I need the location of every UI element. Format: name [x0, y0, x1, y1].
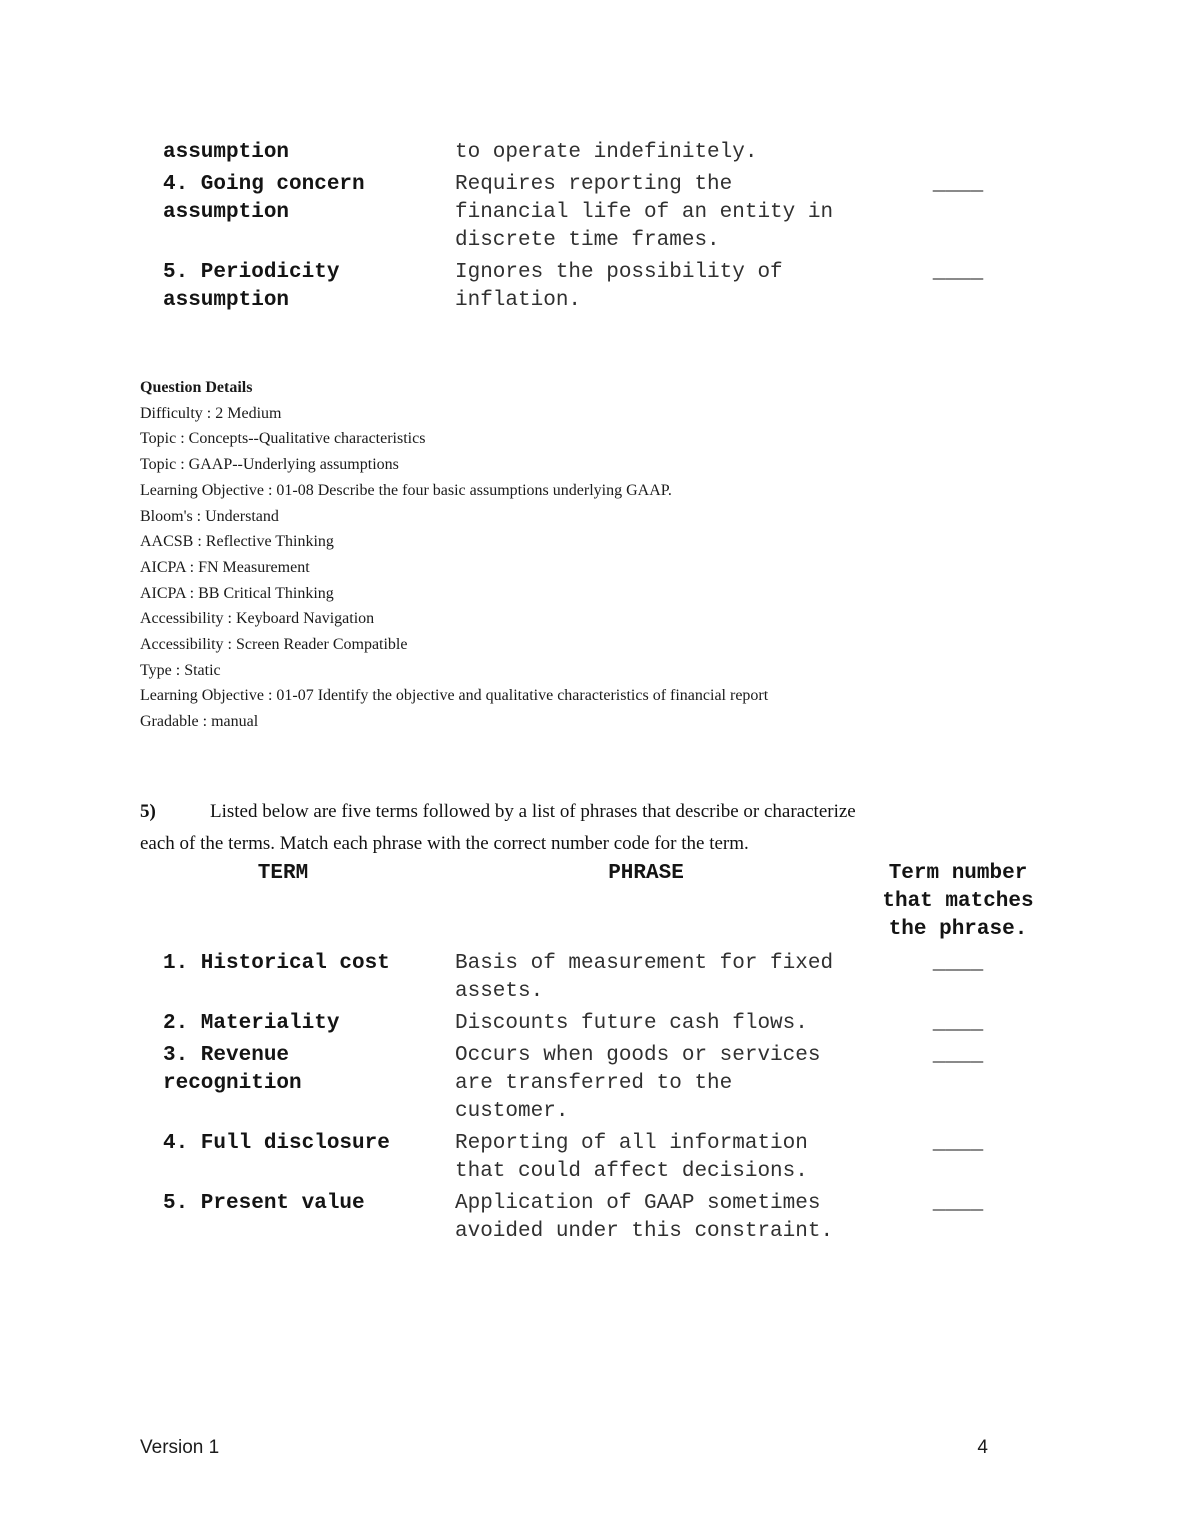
- phrase-cell: Occurs when goods or services are transferred to the customer.: [455, 1043, 821, 1123]
- phrase-cell: to operate indefinitely.: [455, 141, 758, 164]
- detail-line: Gradable : manual: [140, 713, 259, 731]
- phrase-cell: Reporting of all information that could affect decisions.: [455, 1131, 808, 1183]
- question-details-heading: Question Details: [140, 379, 253, 396]
- detail-line: Topic : GAAP--Underlying assumptions: [140, 456, 399, 474]
- detail-line: Learning Objective : 01-07 Identify the objective and qualitative characteristics of financial report: [140, 687, 769, 705]
- term-cell: 5. Present value: [163, 1191, 365, 1215]
- question-5-stem: [140, 796, 1150, 860]
- phrase-cell: Requires reporting the financial life of an entity in discrete time frames.: [455, 173, 834, 252]
- answer-blank: ____: [932, 173, 984, 196]
- match-row: [163, 1042, 1190, 1126]
- question-text-line: each of the terms. Match each phrase with the correct number code for the term.: [140, 832, 749, 854]
- match-row: [163, 139, 1190, 167]
- answer-blank: ____: [932, 261, 984, 284]
- phrase-cell: Basis of measurement for fixed assets.: [455, 951, 834, 1003]
- detail-line: AACSB : Reflective Thinking: [140, 533, 334, 551]
- match-row: [163, 1130, 1190, 1186]
- term-cell: 5. Periodicity assumption: [163, 261, 340, 312]
- match-row: [163, 171, 1190, 255]
- question-5: [0, 796, 1190, 1246]
- answer-column-header: Term number that matches the phrase.: [882, 861, 1034, 941]
- phrase-cell: Application of GAAP sometimes avoided under this constraint.: [455, 1191, 834, 1243]
- match-row: [163, 1190, 1190, 1246]
- match-row: [163, 950, 1190, 1006]
- answer-blank: ____: [932, 1131, 984, 1155]
- page-number: 4: [977, 1437, 988, 1458]
- term-column-header: TERM: [257, 861, 309, 885]
- phrase-cell: Discounts future cash flows.: [455, 1011, 808, 1035]
- match-row: [163, 1010, 1190, 1038]
- term-cell: assumption: [163, 141, 290, 164]
- detail-line: Difficulty : 2 Medium: [140, 404, 282, 422]
- question-text-line: Listed below are five terms followed by a list of phrases that describe or characterize: [210, 800, 856, 822]
- answer-blank: ____: [932, 1191, 984, 1215]
- matching-table: [163, 860, 1190, 1246]
- term-cell: 1. Historical cost: [163, 951, 390, 975]
- detail-line: Bloom's : Understand: [140, 507, 279, 525]
- page-footer: [140, 1436, 988, 1460]
- answer-blank: ____: [932, 1043, 984, 1067]
- term-cell: 2. Materiality: [163, 1011, 340, 1035]
- term-cell: 4. Full disclosure: [163, 1131, 390, 1155]
- question-details: [0, 375, 1120, 735]
- detail-line: AICPA : BB Critical Thinking: [140, 584, 334, 602]
- question-number: 5): [140, 800, 156, 822]
- match-row: [163, 259, 1190, 315]
- detail-line: Type : Static: [140, 661, 221, 679]
- phrase-column-header: PHRASE: [608, 861, 684, 885]
- answer-blank: ____: [932, 951, 984, 975]
- version-label: Version 1: [140, 1437, 220, 1458]
- detail-line: AICPA : FN Measurement: [140, 558, 310, 576]
- term-cell: 3. Revenue recognition: [163, 1043, 302, 1095]
- phrase-cell: Ignores the possibility of inflation.: [455, 261, 783, 312]
- matching-list-continued: [0, 0, 1190, 315]
- detail-line: Topic : Concepts--Qualitative characteristics: [140, 430, 426, 448]
- term-cell: 4. Going concern assumption: [163, 173, 365, 224]
- detail-line: Accessibility : Keyboard Navigation: [140, 610, 375, 628]
- matching-table-header: [163, 860, 1190, 944]
- answer-blank: ____: [932, 1011, 984, 1035]
- detail-line: Learning Objective : 01-08 Describe the four basic assumptions underlying GAAP.: [140, 481, 672, 499]
- detail-line: Accessibility : Screen Reader Compatible: [140, 636, 408, 654]
